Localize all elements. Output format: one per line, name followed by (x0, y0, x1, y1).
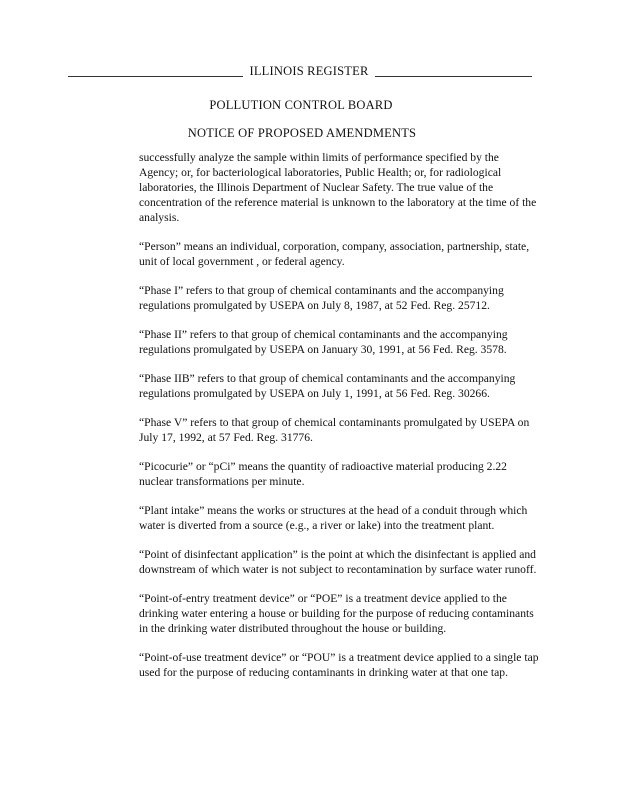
definition-person: “Person” means an individual, corporation, company, association, partnership, state, unit of local government , or federal agency. (139, 239, 530, 268)
paragraph-continuation: successfully analyze the sample within limits of performance specified by the Agency; or, for bacteriological laboratories, Public Health; or, for radiological laboratories, the Illinois Department of Nuclear Safety. The true value of the concentration of the reference material is unknown to the laboratory at the time of the analysis. (139, 151, 537, 224)
definition-phase-iib: “Phase IIB” refers to that group of chemical contaminants and the accompanying regulations promulgated by USEPA on July 1, 1991, at 56 Fed. Reg. 30266. (139, 371, 516, 400)
definition-point-of-entry: “Point-of-entry treatment device” or “POE” is a treatment device applied to the drinking water entering a house or building for the purpose of reducing contaminants in the drinking water distributed throughout the house or building. (139, 591, 534, 635)
definition-phase-v: “Phase V” refers to that group of chemical contaminants promulgated by USEPA on July 17, 1992, at 57 Fed. Reg. 31776. (139, 415, 530, 444)
board-title: POLLUTION CONTROL BOARD (209, 98, 393, 112)
definition-plant-intake: “Plant intake” means the works or structures at the head of a conduit through which water is diverted from a source (e.g., a river or lake) into the treatment plant. (139, 503, 528, 532)
notice-title: NOTICE OF PROPOSED AMENDMENTS (187, 126, 417, 140)
definition-point-of-use: “Point-of-use treatment device” or “POU” is a treatment device applied to a single tap used for the purpose of reducing contaminants in drinking water at that one tap. (139, 650, 539, 679)
register-title (0, 64, 618, 79)
definition-phase-i: “Phase I” refers to that group of chemical contaminants and the accompanying regulations promulgated by USEPA on July 8, 1987, at 52 Fed. Reg. 25712. (139, 283, 504, 312)
definition-point-of-disinfectant: “Point of disinfectant application” is the point at which the disinfectant is applied and downstream of which water is not subject to recontamination by surface water runoff. (139, 547, 537, 576)
definition-picocurie: “Picocurie” or “pCi” means the quantity of radioactive material producing 2.22 nuclear transformations per minute. (139, 459, 507, 488)
definition-phase-ii: “Phase II” refers to that group of chemical contaminants and the accompanying regulations promulgated by USEPA on January 30, 1991, at 56 Fed. Reg. 3578. (139, 327, 508, 356)
register-title-text: ILLINOIS REGISTER (243, 64, 374, 78)
document-body (139, 151, 539, 695)
